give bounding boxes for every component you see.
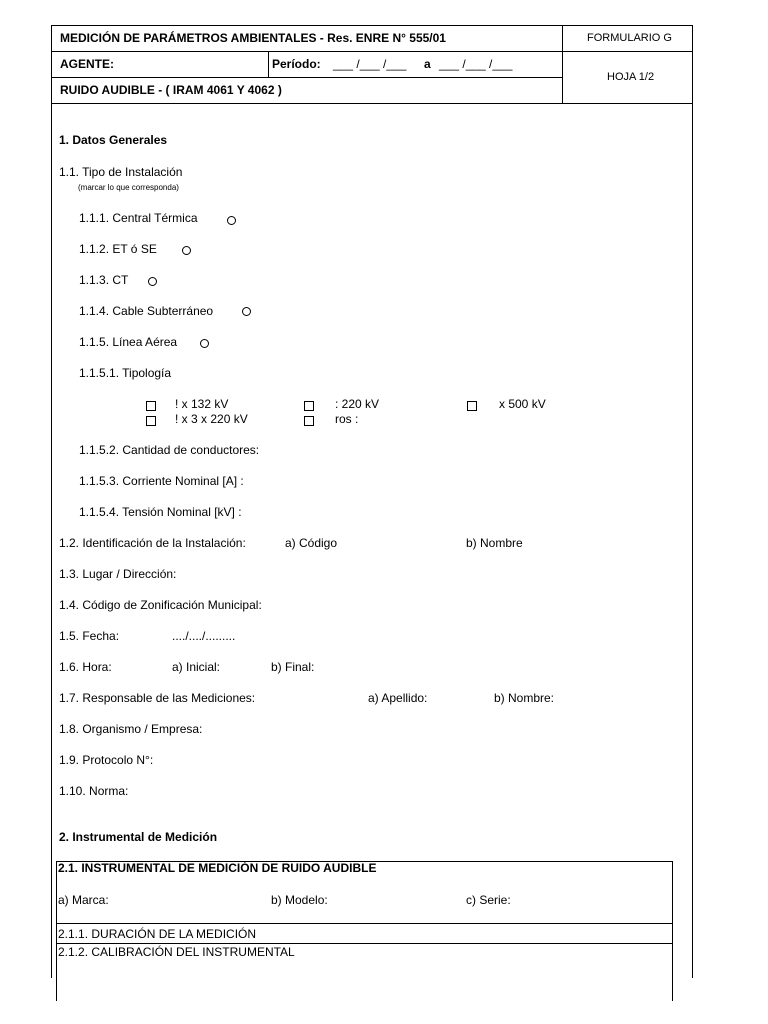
form-code: FORMULARIO G (587, 32, 672, 44)
checkbox-3x220kv[interactable] (146, 416, 156, 426)
hora-label: 1.6. Hora: (59, 660, 112, 674)
checkbox-220kv[interactable] (304, 401, 314, 411)
radio-et-se[interactable] (182, 246, 191, 255)
resp-nombre-label: b) Nombre: (494, 691, 555, 705)
install-type-label: 1.1. Tipo de Instalación (59, 165, 183, 179)
option-linea-aerea: 1.1.5. Línea Aérea (79, 335, 178, 349)
period-label: Período: (272, 57, 321, 71)
option-et-se: 1.1.2. ET ó SE (79, 242, 157, 256)
radio-ct[interactable] (148, 277, 157, 286)
corriente-label: 1.1.5.3. Corriente Nominal [A] : (79, 474, 244, 488)
tipologia-132kv: ! x 132 kV (175, 397, 229, 411)
tipologia-label: 1.1.5.1. Tipología (79, 366, 172, 380)
subject-label: RUIDO AUDIBLE - ( IRAM 4061 Y 4062 ) (60, 83, 282, 97)
lugar-label: 1.3. Lugar / Dirección: (59, 567, 177, 581)
option-ct: 1.1.3. CT (79, 273, 129, 287)
tipologia-500kv: x 500 kV (499, 397, 546, 411)
identificacion-label: 1.2. Identificación de la Instalación: (59, 536, 246, 550)
conductores-label: 1.1.5.2. Cantidad de conductores: (79, 443, 260, 457)
norma-label: 1.10. Norma: (59, 784, 129, 798)
header-divider (268, 51, 269, 77)
serie-label: c) Serie: (466, 893, 511, 907)
header-divider (51, 77, 562, 78)
checkbox-500kv[interactable] (467, 401, 477, 411)
option-central-termica: 1.1.1. Central Térmica (79, 211, 198, 225)
instrumental-divider (56, 943, 673, 944)
codigo-label: a) Código (285, 536, 338, 550)
agent-label: AGENTE: (60, 57, 114, 71)
responsable-label: 1.7. Responsable de las Mediciones: (59, 691, 256, 705)
page-border-right (692, 104, 693, 978)
radio-linea-aerea[interactable] (200, 339, 209, 348)
protocolo-label: 1.9. Protocolo N°: (59, 753, 154, 767)
fecha-field[interactable]: ..../..../......... (172, 629, 236, 643)
apellido-label: a) Apellido: (368, 691, 428, 705)
checkbox-132kv[interactable] (146, 401, 156, 411)
tipologia-otros: ros : (335, 412, 359, 426)
marca-label: a) Marca: (58, 893, 109, 907)
period-separator: a (424, 57, 431, 71)
install-type-note: (marcar lo que corresponda) (78, 183, 179, 192)
instrumental-box-title: 2.1. INSTRUMENTAL DE MEDICIÓN DE RUIDO AUDIBLE (58, 861, 377, 875)
radio-cable-subterraneo[interactable] (242, 307, 251, 316)
header-divider (562, 25, 563, 104)
fecha-label: 1.5. Fecha: (59, 629, 120, 643)
section-1-title: 1. Datos Generales (59, 133, 168, 147)
hora-inicial-label: a) Inicial: (172, 660, 221, 674)
page-border-left (51, 104, 52, 978)
tension-label: 1.1.5.4. Tensión Nominal [kV] : (79, 505, 242, 519)
nombre-label: b) Nombre (466, 536, 523, 550)
radio-central-termica[interactable] (227, 216, 236, 225)
header-divider (51, 51, 693, 52)
organismo-label: 1.8. Organismo / Empresa: (59, 722, 203, 736)
modelo-label: b) Modelo: (271, 893, 328, 907)
form-title: MEDICIÓN DE PARÁMETROS AMBIENTALES - Res. ENRE N° 555/01 (60, 31, 446, 45)
section-2-title: 2. Instrumental de Medición (59, 830, 218, 844)
tipologia-220kv: : 220 kV (335, 397, 380, 411)
duracion-label: 2.1.1. DURACIÓN DE LA MEDICIÓN (58, 927, 257, 941)
option-cable-subterraneo: 1.1.4. Cable Subterráneo (79, 304, 214, 318)
period-from-field[interactable]: ___ /___ /___ (333, 57, 407, 71)
hora-final-label: b) Final: (271, 660, 315, 674)
tipologia-3x220kv: ! x 3 x 220 kV (175, 412, 248, 426)
calibracion-label: 2.1.2. CALIBRACIÓN DEL INSTRUMENTAL (58, 945, 295, 959)
zonificacion-label: 1.4. Código de Zonificación Municipal: (59, 598, 262, 612)
checkbox-otros[interactable] (304, 416, 314, 426)
instrumental-divider (56, 923, 673, 924)
sheet-number: HOJA 1/2 (607, 71, 655, 83)
period-to-field[interactable]: ___ /___ /___ (439, 57, 513, 71)
